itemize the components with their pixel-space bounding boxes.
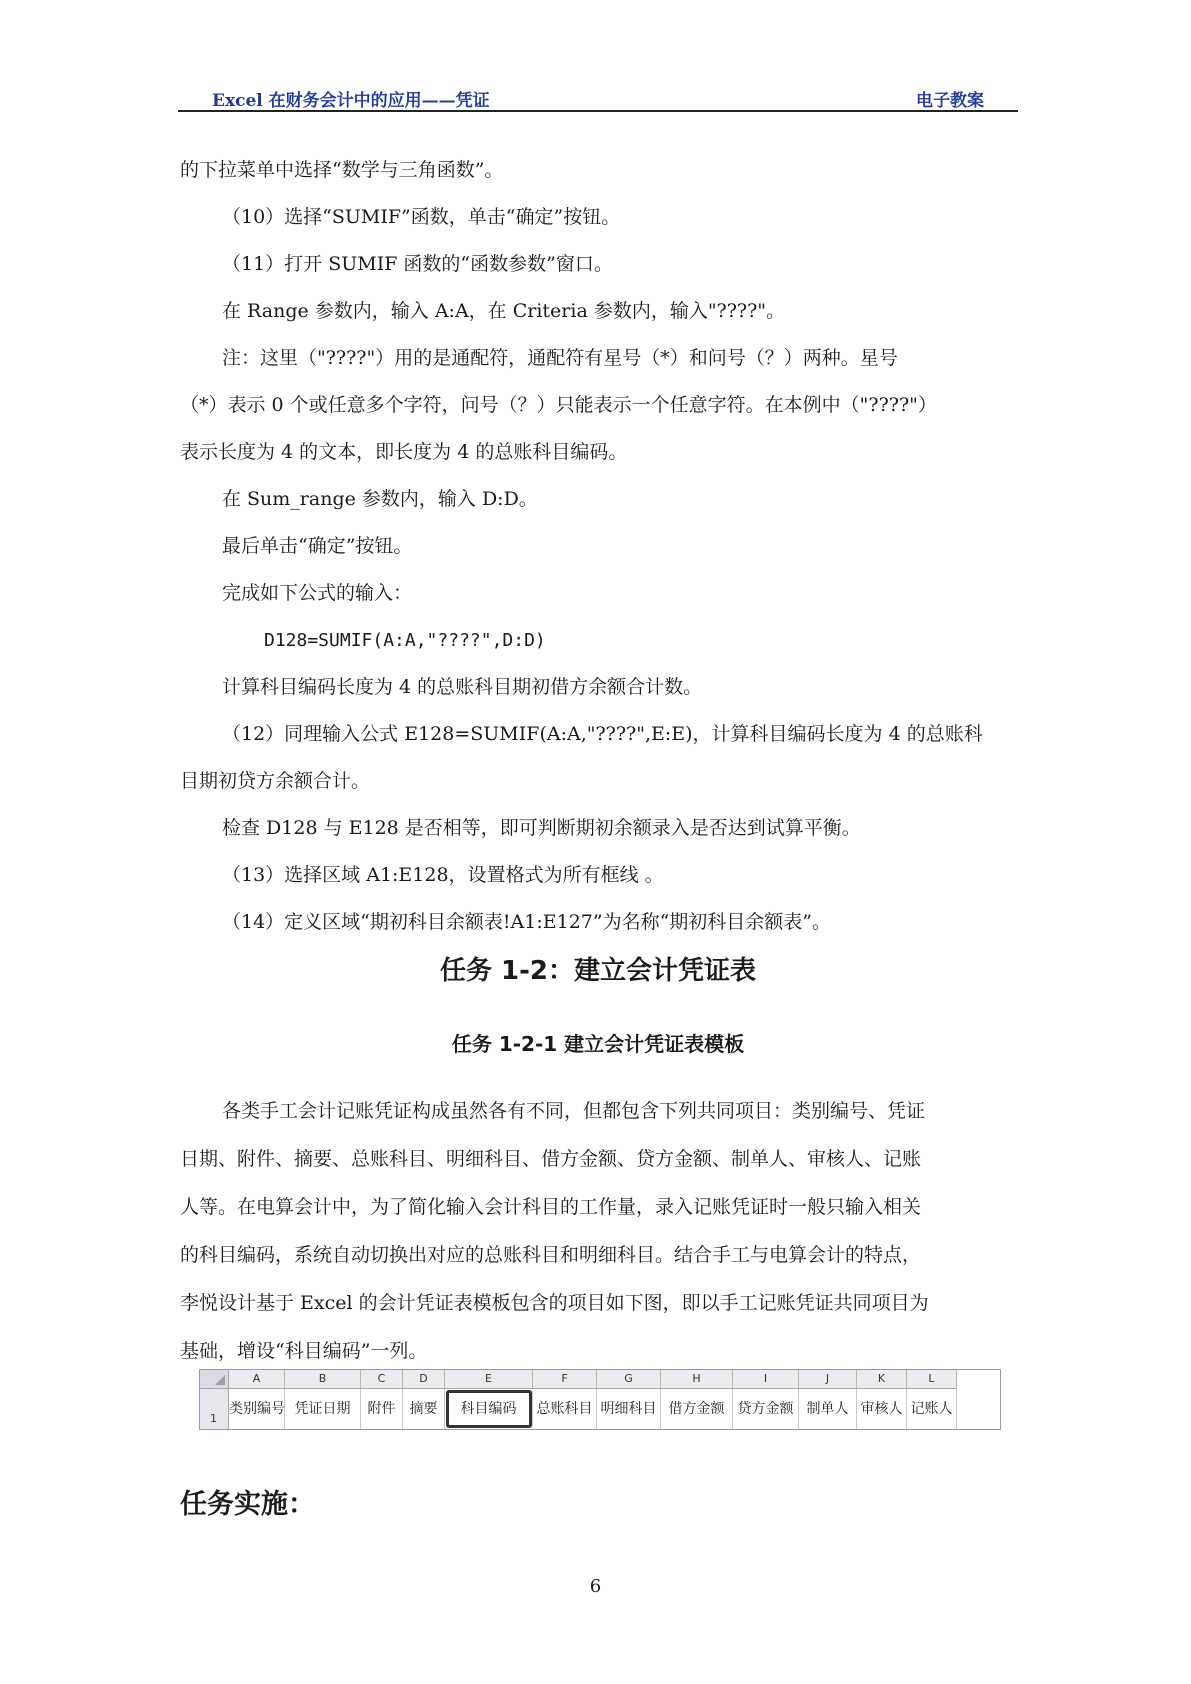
column-header: H bbox=[661, 1370, 733, 1389]
header-title: Excel 在财务会计中的应用——凭证 bbox=[212, 91, 490, 111]
paragraph-line: 的科目编码，系统自动切换出对应的总账科目和明细科目。结合手工与电算会计的特点， bbox=[180, 1244, 922, 1266]
body-text-bottom bbox=[180, 1087, 1016, 1375]
column-header: F bbox=[533, 1370, 597, 1389]
spreadsheet-figure bbox=[199, 1369, 1001, 1430]
section-heading: 任务实施： bbox=[180, 1489, 315, 1520]
row-number: 1 bbox=[210, 1412, 217, 1425]
column-header: J bbox=[799, 1370, 857, 1389]
header-cell: 凭证日期 bbox=[285, 1389, 361, 1429]
header-cell: 附件 bbox=[361, 1389, 403, 1429]
paragraph-line: 日期、附件、摘要、总账科目、明细科目、借方金额、贷方金额、制单人、审核人、记账 bbox=[180, 1148, 922, 1170]
paragraph-line: 完成如下公式的输入： bbox=[222, 582, 413, 604]
row-header bbox=[200, 1389, 229, 1429]
task-heading: 任务 1-2：建立会计凭证表 bbox=[439, 956, 757, 986]
column-header: L bbox=[907, 1370, 957, 1389]
header-label: 电子教案 bbox=[916, 91, 984, 111]
header-cell: 摘要 bbox=[403, 1389, 445, 1429]
paragraph-line: （*）表示 0 个或任意多个字符，问号（？）只能表示一个任意字符。在本例中（"????"） bbox=[180, 394, 937, 416]
column-header: K bbox=[857, 1370, 907, 1389]
page-header bbox=[178, 82, 1018, 112]
subtask-heading: 任务 1-2-1 建立会计凭证表模板 bbox=[451, 1032, 745, 1056]
header-cell: 类别编号 bbox=[229, 1389, 285, 1429]
paragraph-line: 各类手工会计记账凭证构成虽然各有不同，但都包含下列共同项目：类别编号、凭证 bbox=[222, 1100, 926, 1122]
header-cell: 制单人 bbox=[799, 1389, 857, 1429]
column-header: G bbox=[597, 1370, 661, 1389]
paragraph-line: 注：这里（"????"）用的是通配符，通配符有星号（*）和问号（？）两种。星号 bbox=[222, 347, 898, 369]
column-header: I bbox=[733, 1370, 799, 1389]
selected-cell: 科目编码 bbox=[445, 1389, 533, 1429]
paragraph-line: D128=SUMIF(A:A,"????",D:D) bbox=[264, 630, 546, 651]
column-header: C bbox=[361, 1370, 403, 1389]
paragraph-line: （11）打开 SUMIF 函数的“函数参数”窗口。 bbox=[222, 253, 613, 275]
paragraph-line: 人等。在电算会计中，为了简化输入会计科目的工作量，录入记账凭证时一般只输入相关 bbox=[180, 1196, 922, 1218]
paragraph-line: 在 Sum_range 参数内，输入 D:D。 bbox=[222, 488, 538, 510]
paragraph-line: （14）定义区域“期初科目余额表!A1:E127”为名称“期初科目余额表”。 bbox=[222, 911, 832, 933]
paragraph-line: 目期初贷方余额合计。 bbox=[180, 770, 371, 792]
select-all-corner bbox=[200, 1370, 229, 1389]
column-header: E bbox=[445, 1370, 533, 1389]
body-text-top bbox=[180, 147, 1016, 946]
paragraph-line: （10）选择“SUMIF”函数，单击“确定”按钮。 bbox=[222, 206, 621, 228]
header-cell: 借方金额 bbox=[661, 1389, 733, 1429]
header-cell: 总账科目 bbox=[533, 1389, 597, 1429]
paragraph-line: （12）同理输入公式 E128=SUMIF(A:A,"????",E:E)，计算科目编码长度为 4 的总账科 bbox=[222, 723, 983, 745]
paragraph-line: 在 Range 参数内，输入 A:A，在 Criteria 参数内，输入"????"。 bbox=[222, 300, 786, 322]
page-number: 6 bbox=[589, 1576, 602, 1597]
paragraph-line: 计算科目编码长度为 4 的总账科目期初借方余额合计数。 bbox=[222, 676, 703, 698]
paragraph-line: （13）选择区域 A1:E128，设置格式为所有框线 。 bbox=[222, 864, 664, 886]
header-divider bbox=[178, 110, 1018, 112]
header-cell: 记账人 bbox=[907, 1389, 957, 1429]
paragraph-line: 最后单击“确定”按钮。 bbox=[222, 535, 413, 557]
paragraph-line: 检查 D128 与 E128 是否相等，即可判断期初余额录入是否达到试算平衡。 bbox=[222, 817, 861, 839]
header-cell: 贷方金额 bbox=[733, 1389, 799, 1429]
paragraph-line: 李悦设计基于 Excel 的会计凭证表模板包含的项目如下图，即以手工记账凭证共同项目为 bbox=[180, 1292, 929, 1314]
header-cell: 审核人 bbox=[857, 1389, 907, 1429]
column-header: A bbox=[229, 1370, 285, 1389]
column-header: D bbox=[403, 1370, 445, 1389]
paragraph-line: 的下拉菜单中选择“数学与三角函数”。 bbox=[180, 159, 504, 181]
header-cell: 明细科目 bbox=[597, 1389, 661, 1429]
column-header: B bbox=[285, 1370, 361, 1389]
paragraph-line: 表示长度为 4 的文本，即长度为 4 的总账科目编码。 bbox=[180, 441, 628, 463]
paragraph-line: 基础，增设“科目编码”一列。 bbox=[180, 1340, 428, 1362]
